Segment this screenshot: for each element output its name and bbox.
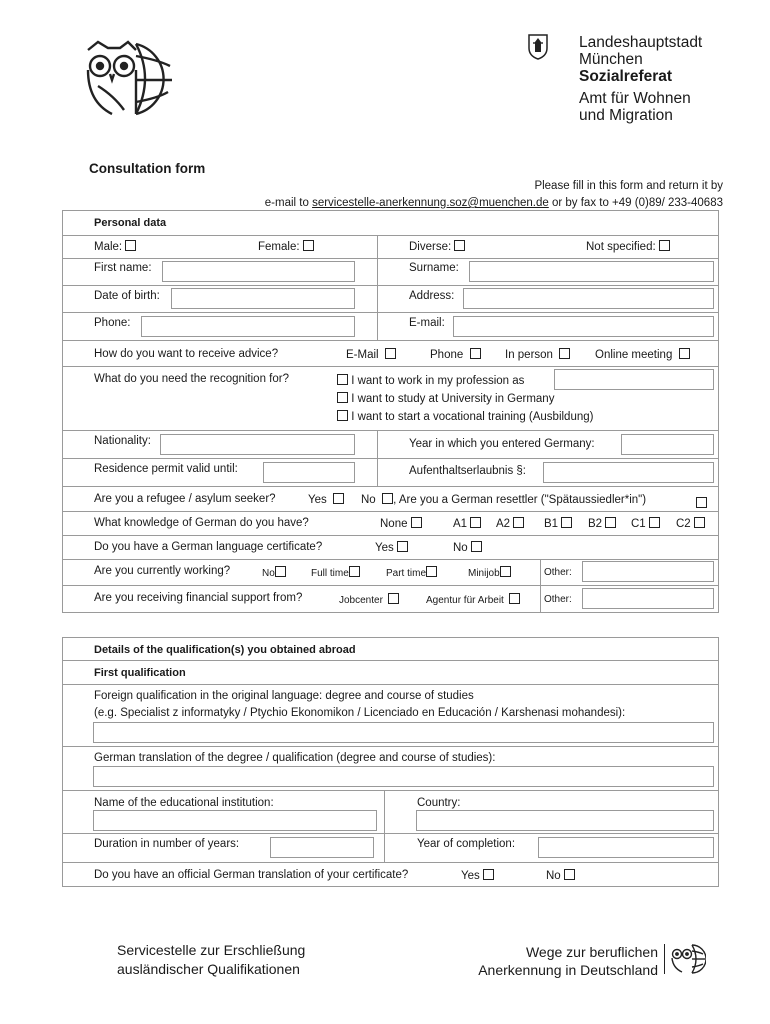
male-label: Male: xyxy=(94,241,123,253)
resettler-wrap xyxy=(696,494,707,512)
german-a2-label: A2 xyxy=(496,518,511,530)
work-other-label: Other: xyxy=(544,567,572,578)
cert-yes-label: Yes xyxy=(375,542,394,554)
cert-no-option xyxy=(453,541,482,554)
official-yes-checkbox[interactable] xyxy=(483,869,494,880)
working-question: Are you currently working? xyxy=(94,565,231,577)
surname-label: Surname: xyxy=(409,262,459,274)
recognition-question: What do you need the recognition for? xyxy=(94,373,289,385)
cert-no-checkbox[interactable] xyxy=(471,541,482,552)
jobcenter-checkbox[interactable] xyxy=(388,593,399,604)
german-none-option xyxy=(380,517,422,530)
resettler-question: , Are you a German resettler ("Spätaussiedler*in") xyxy=(393,494,647,506)
footer-left-line2: ausländischer Qualifikationen xyxy=(117,961,300,977)
german-none-label: None xyxy=(380,518,408,530)
country-label: Country: xyxy=(417,797,461,809)
advice-online-option xyxy=(595,348,690,361)
jobcenter-option xyxy=(339,593,399,606)
german-question: What knowledge of German do you have? xyxy=(94,517,309,529)
cert-yes-option xyxy=(375,541,408,554)
minijob-label: Minijob xyxy=(468,568,500,579)
recog-training-label: I want to start a vocational training (Ausbildung) xyxy=(351,411,594,423)
address-input[interactable] xyxy=(463,288,714,309)
work-no-label: No xyxy=(262,568,275,579)
instructions-line2 xyxy=(265,197,723,209)
dob-input[interactable] xyxy=(171,288,355,309)
nationality-label: Nationality: xyxy=(94,435,151,447)
recog-study-checkbox[interactable] xyxy=(337,392,348,403)
refugee-no-option xyxy=(361,493,646,506)
official-no-label: No xyxy=(546,870,561,882)
address-label: Address: xyxy=(409,290,455,302)
residence-permit-input[interactable] xyxy=(263,462,355,483)
advice-person-option xyxy=(505,348,570,361)
surname-input[interactable] xyxy=(469,261,714,282)
advice-person-label: In person xyxy=(505,349,553,361)
not-specified-label: Not specified: xyxy=(586,241,656,253)
country-input[interactable] xyxy=(416,810,714,831)
german-c2-option xyxy=(676,517,705,530)
residence-permit-label: Residence permit valid until: xyxy=(94,463,238,475)
completion-label: Year of completion: xyxy=(417,838,516,850)
footer-left xyxy=(117,941,305,979)
official-yes-label: Yes xyxy=(461,870,480,882)
org-line5: und Migration xyxy=(579,107,673,124)
german-b1-label: B1 xyxy=(544,518,559,530)
recog-work-checkbox[interactable] xyxy=(337,374,348,385)
first-name-label: First name: xyxy=(94,262,152,274)
refugee-question: Are you a refugee / asylum seeker? xyxy=(94,493,276,505)
advice-online-label: Online meeting xyxy=(595,349,673,361)
refugee-no-checkbox[interactable] xyxy=(382,493,393,504)
first-name-input[interactable] xyxy=(162,261,355,282)
nationality-input[interactable] xyxy=(160,434,355,455)
full-time-label: Full time xyxy=(311,568,349,579)
part-time-checkbox[interactable] xyxy=(426,566,437,577)
official-no-checkbox[interactable] xyxy=(564,869,575,880)
german-none-checkbox[interactable] xyxy=(411,517,422,528)
german-b2-option xyxy=(588,517,616,530)
email-input[interactable] xyxy=(453,316,714,337)
advice-question: How do you want to receive advice? xyxy=(94,348,279,360)
not-specified-checkbox[interactable] xyxy=(659,240,670,251)
minijob-option xyxy=(468,566,511,579)
minijob-checkbox[interactable] xyxy=(500,566,511,577)
support-question: Are you receiving financial support from? xyxy=(94,592,303,604)
org-line2: München xyxy=(579,51,643,68)
phone-input[interactable] xyxy=(141,316,355,337)
first-qualification-heading: First qualification xyxy=(94,667,186,679)
female-label: Female: xyxy=(258,241,300,253)
phone-label: Phone: xyxy=(94,317,131,329)
german-a1-option xyxy=(453,517,481,530)
org-header xyxy=(579,34,702,124)
advice-phone-label: Phone xyxy=(430,349,464,361)
footer-right-line1: Wege zur beruflichen xyxy=(525,944,658,960)
recog-study-option xyxy=(337,392,554,405)
resettler-checkbox[interactable] xyxy=(696,497,707,508)
dob-label: Date of birth: xyxy=(94,290,160,302)
male-option xyxy=(94,240,136,253)
german-a1-label: A1 xyxy=(453,518,468,530)
footer-left-line1: Servicestelle zur Erschließung xyxy=(117,942,306,958)
email-label: E-mail: xyxy=(409,317,445,329)
advice-phone-checkbox[interactable] xyxy=(470,348,481,359)
diverse-checkbox[interactable] xyxy=(454,240,465,251)
diverse-label: Diverse: xyxy=(409,241,452,253)
official-translation-question: Do you have an official German translation of your certificate? xyxy=(94,869,409,881)
completion-input[interactable] xyxy=(538,837,714,858)
full-time-checkbox[interactable] xyxy=(349,566,360,577)
advice-email-label: E-Mail xyxy=(346,349,379,361)
refugee-yes-option xyxy=(308,493,344,506)
jobcenter-label: Jobcenter xyxy=(339,595,383,606)
munich-coat-of-arms-icon xyxy=(528,34,548,60)
support-other-input[interactable] xyxy=(582,588,714,609)
foreign-qualification-input[interactable] xyxy=(93,722,714,743)
part-time-label: Part time xyxy=(386,568,427,579)
aufenthalt-label: Aufenthaltserlaubnis §: xyxy=(409,465,526,477)
recog-work-option xyxy=(337,374,524,387)
work-no-checkbox[interactable] xyxy=(275,566,286,577)
refugee-yes-label: Yes xyxy=(308,494,327,506)
male-checkbox[interactable] xyxy=(125,240,136,251)
female-option xyxy=(258,240,314,253)
support-other-label: Other: xyxy=(544,594,572,605)
advice-email-option xyxy=(346,348,396,361)
german-c1-label: C1 xyxy=(631,518,646,530)
german-b2-label: B2 xyxy=(588,518,603,530)
aufenthalt-input[interactable] xyxy=(543,462,714,483)
advice-email-checkbox[interactable] xyxy=(385,348,396,359)
work-no-option xyxy=(262,566,286,579)
german-c2-label: C2 xyxy=(676,518,691,530)
foreign-qualification-example: (e.g. Specialist z informatyky / Ptychio Ekonomikon / Licenciado en Educación / Karshenasi mohandesi): xyxy=(94,707,626,719)
recog-training-option xyxy=(337,410,593,423)
form-title: Consultation form xyxy=(89,161,206,176)
org-line1: Landeshauptstadt xyxy=(579,34,703,51)
german-b1-option xyxy=(544,517,572,530)
footer-right-line2: Anerkennung in Deutschland xyxy=(478,962,658,978)
duration-label: Duration in number of years: xyxy=(94,838,240,850)
not-specified-option xyxy=(586,240,670,253)
agentur-label: Agentur für Arbeit xyxy=(426,595,504,606)
german-c1-checkbox[interactable] xyxy=(649,517,660,528)
translation-input[interactable] xyxy=(93,766,714,787)
part-time-option xyxy=(386,566,437,579)
org-line4: Amt für Wohnen xyxy=(579,90,691,107)
official-no-option xyxy=(546,869,575,882)
owl-globe-logo xyxy=(84,40,176,118)
recog-study-label: I want to study at University in Germany xyxy=(351,393,555,405)
recog-work-label: I want to work in my profession as xyxy=(351,375,525,387)
german-c1-option xyxy=(631,517,660,530)
agentur-option xyxy=(426,593,520,606)
full-time-option xyxy=(311,566,360,579)
female-checkbox[interactable] xyxy=(303,240,314,251)
refugee-yes-checkbox[interactable] xyxy=(333,493,344,504)
duration-input[interactable] xyxy=(270,837,374,858)
advice-online-checkbox[interactable] xyxy=(679,348,690,359)
footer-owl-icon xyxy=(670,942,706,974)
profession-input[interactable] xyxy=(554,369,714,390)
work-other-input[interactable] xyxy=(582,561,714,582)
advice-person-checkbox[interactable] xyxy=(559,348,570,359)
org-line3: Sozialreferat xyxy=(579,68,673,85)
official-yes-option xyxy=(461,869,494,882)
advice-phone-option xyxy=(430,348,481,361)
german-a2-option xyxy=(496,517,524,530)
institution-label: Name of the educational institution: xyxy=(94,797,274,809)
instructions-line1: Please fill in this form and return it by xyxy=(534,180,723,192)
instructions-prefix: e-mail to xyxy=(264,197,313,209)
german-b2-checkbox[interactable] xyxy=(605,517,616,528)
diverse-option xyxy=(409,240,465,253)
german-a2-checkbox[interactable] xyxy=(513,517,524,528)
instructions-suffix: or by fax to +49 (0)89/ 233-40683 xyxy=(548,197,723,209)
translation-label: German translation of the degree / qualification (degree and course of studies): xyxy=(94,752,496,764)
email-link[interactable]: servicestelle-anerkennung.soz@muenchen.de xyxy=(312,197,549,209)
certificate-question: Do you have a German language certificate? xyxy=(94,541,323,553)
cert-no-label: No xyxy=(453,542,468,554)
year-entered-input[interactable] xyxy=(621,434,714,455)
german-b1-checkbox[interactable] xyxy=(561,517,572,528)
foreign-qualification-label: Foreign qualification in the original language: degree and course of studies xyxy=(94,690,474,702)
cert-yes-checkbox[interactable] xyxy=(397,541,408,552)
footer-right xyxy=(478,943,658,979)
refugee-no-label: No xyxy=(361,494,376,506)
german-a1-checkbox[interactable] xyxy=(470,517,481,528)
year-entered-label: Year in which you entered Germany: xyxy=(409,438,595,450)
personal-data-heading: Personal data xyxy=(94,217,167,229)
agentur-checkbox[interactable] xyxy=(509,593,520,604)
recog-training-checkbox[interactable] xyxy=(337,410,348,421)
qualification-heading: Details of the qualification(s) you obtained abroad xyxy=(94,644,356,656)
german-c2-checkbox[interactable] xyxy=(694,517,705,528)
institution-input[interactable] xyxy=(93,810,377,831)
